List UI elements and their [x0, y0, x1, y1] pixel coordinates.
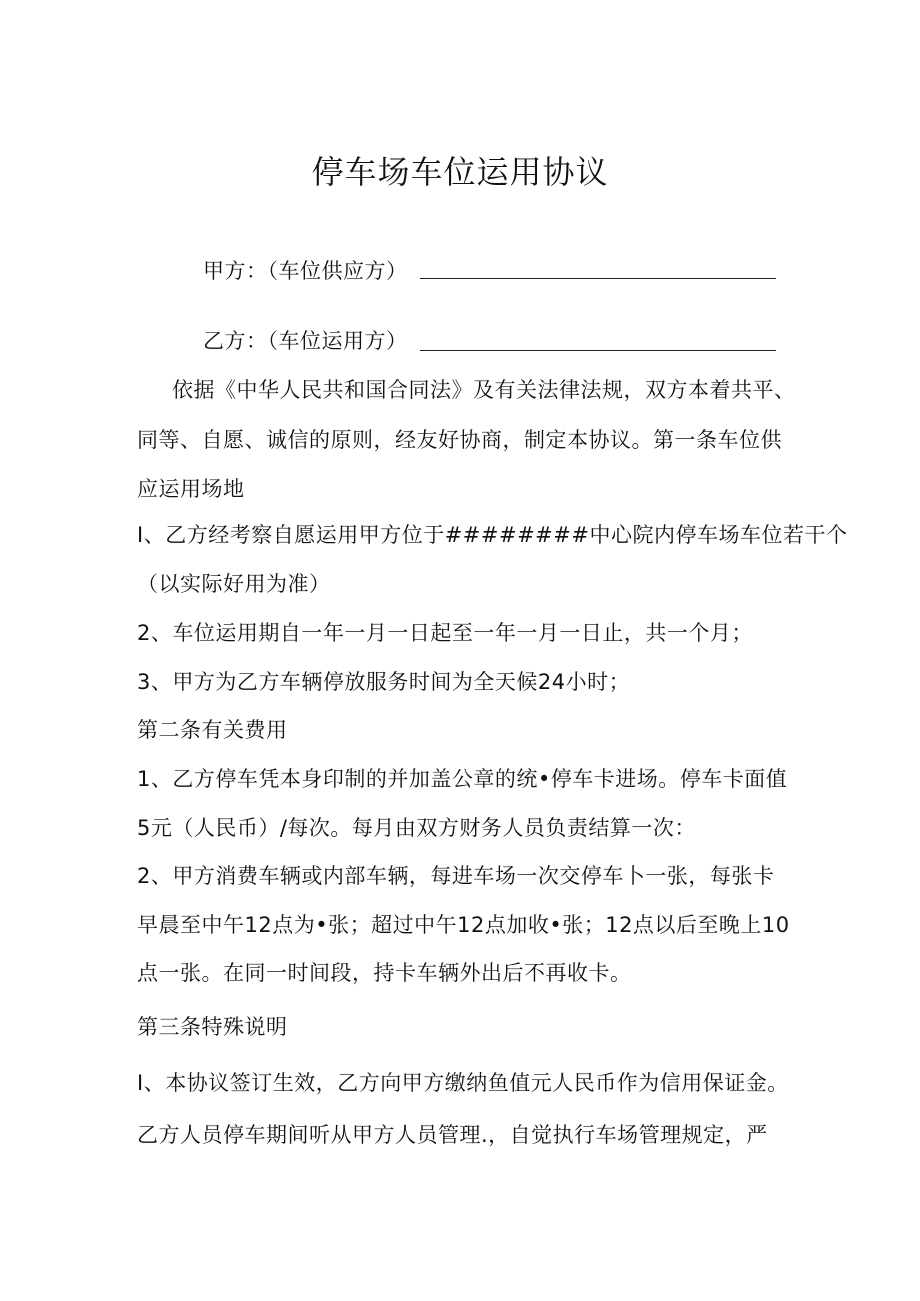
- party-a-label: 甲方：（车位供应方）: [203, 259, 408, 283]
- clause-line: 2、甲方消费车辆或内部车辆，每进车场一次交停车卜一张，每张卡: [137, 864, 775, 888]
- clause-line: 早晨至中午12点为•张；超过中午12点加收•张；12点以后至晚上10: [137, 913, 790, 937]
- party-b-label: 乙方：（车位运用方）: [203, 329, 408, 353]
- article-heading: 第三条特殊说明: [137, 1015, 288, 1039]
- clause-line: I、本协议签订生效，乙方向甲方缴纳鱼值元人民币作为信用保证金。: [137, 1071, 789, 1095]
- clause-line: 5元（人民币）/每次。每月由双方财务人员负责结算一次：: [137, 816, 696, 840]
- article-heading: 第二条有关费用: [137, 718, 288, 742]
- clause-line: 3、甲方为乙方车辆停放服务时间为全天候24小时；: [137, 670, 631, 694]
- clause-line: 1、乙方停车凭本身印制的并加盖公章的统•停车卡进场。停车卡面值: [137, 767, 788, 791]
- paragraph-line: 依据《中华人民共和国合同法》及有关法律法规，双方本着共平、: [172, 378, 796, 402]
- clause-line: （以实际好用为准）: [137, 572, 331, 596]
- party-b-signature-line: [420, 350, 776, 351]
- clause-line: I、乙方经考察自愿运用甲方位于########中心院内停车场车位若干个: [137, 523, 848, 547]
- clause-line: 点一张。在同一时间段，持卡车辆外出后不再收卡。: [137, 961, 632, 985]
- page-title: 停车场车位运用协议: [311, 153, 609, 191]
- clause-line: 2、车位运用期自一年一月一日起至一年一月一日止，共一个月；: [137, 621, 753, 645]
- paragraph-line: 同等、自愿、诚信的原则，经友好协商，制定本协议。第一条车位供: [137, 428, 782, 452]
- clause-line: 乙方人员停车期间听从甲方人员管理.，自觉执行车场管理规定，严: [137, 1123, 768, 1147]
- party-a-signature-line: [420, 278, 776, 279]
- paragraph-line: 应运用场地: [137, 477, 245, 501]
